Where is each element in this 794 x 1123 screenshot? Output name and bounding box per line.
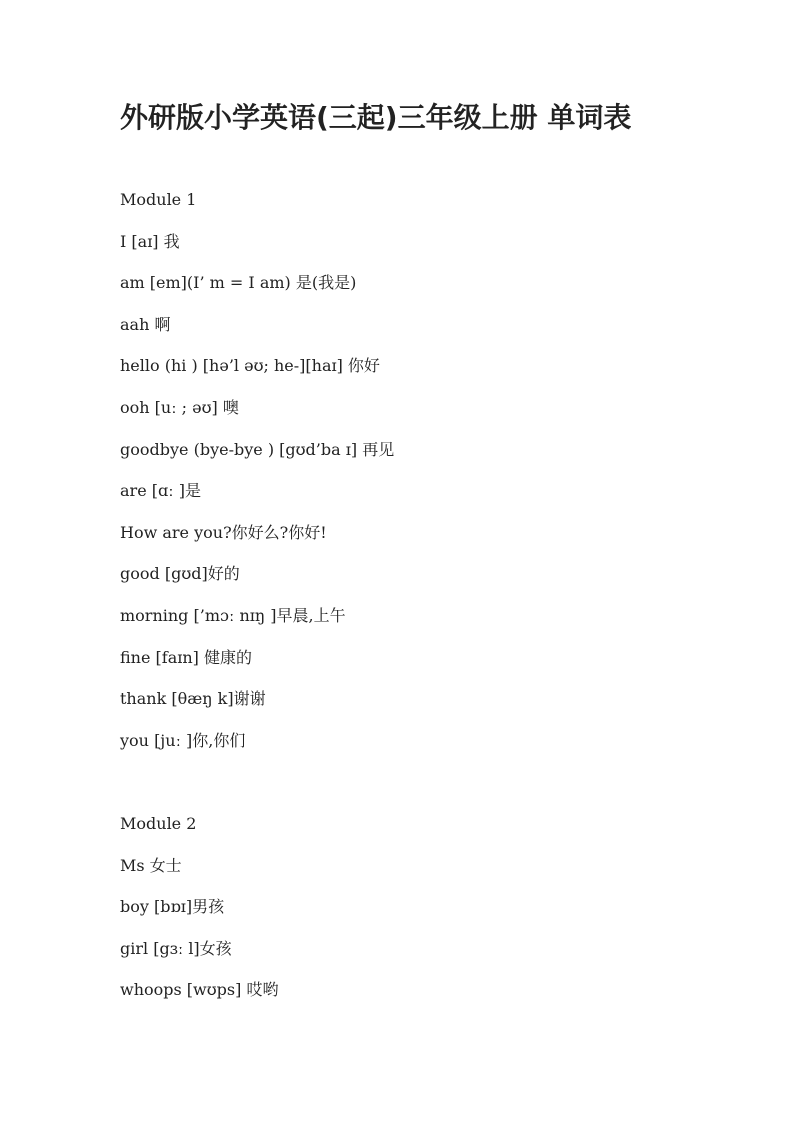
vocab-entry: hello (hi ) [hə’l əʊ; he-][haɪ] 你好 bbox=[120, 356, 380, 375]
vocab-entry: are [ɑː ]是 bbox=[120, 481, 201, 500]
vocab-entry: you [juː ]你,你们 bbox=[120, 731, 246, 750]
page-title: 外研版小学英语(三起)三年级上册 单词表 bbox=[120, 101, 632, 134]
vocab-entry: thank [θæŋ k]谢谢 bbox=[120, 689, 266, 708]
vocab-entry: good [gʊd]好的 bbox=[120, 564, 240, 583]
vocab-entry: whoops [wʊps] 哎哟 bbox=[120, 980, 279, 999]
vocab-entry: am [em](I’ m = I am) 是(我是) bbox=[120, 273, 357, 292]
vocab-entry: morning [’mɔː nɪŋ ]早晨,上午 bbox=[120, 606, 346, 625]
vocab-entry: fine [faɪn] 健康的 bbox=[120, 648, 252, 667]
vocab-entry: goodbye (bye-bye ) [gʊd’ba ɪ] 再见 bbox=[120, 440, 395, 459]
vocab-entry: girl [gɜː l]女孩 bbox=[120, 939, 232, 958]
vocab-entry: ooh [uː ; əʊ] 噢 bbox=[120, 398, 239, 417]
vocab-entry: aah 啊 bbox=[120, 315, 171, 334]
module-heading: Module 2 bbox=[120, 814, 197, 833]
vocab-entry: boy [bɒɪ]男孩 bbox=[120, 897, 225, 916]
vocab-entry: Ms 女士 bbox=[120, 856, 182, 875]
module-heading: Module 1 bbox=[120, 190, 197, 209]
vocab-entry: How are you?你好么?你好! bbox=[120, 523, 327, 542]
vocab-entry: I [aɪ] 我 bbox=[120, 232, 180, 251]
